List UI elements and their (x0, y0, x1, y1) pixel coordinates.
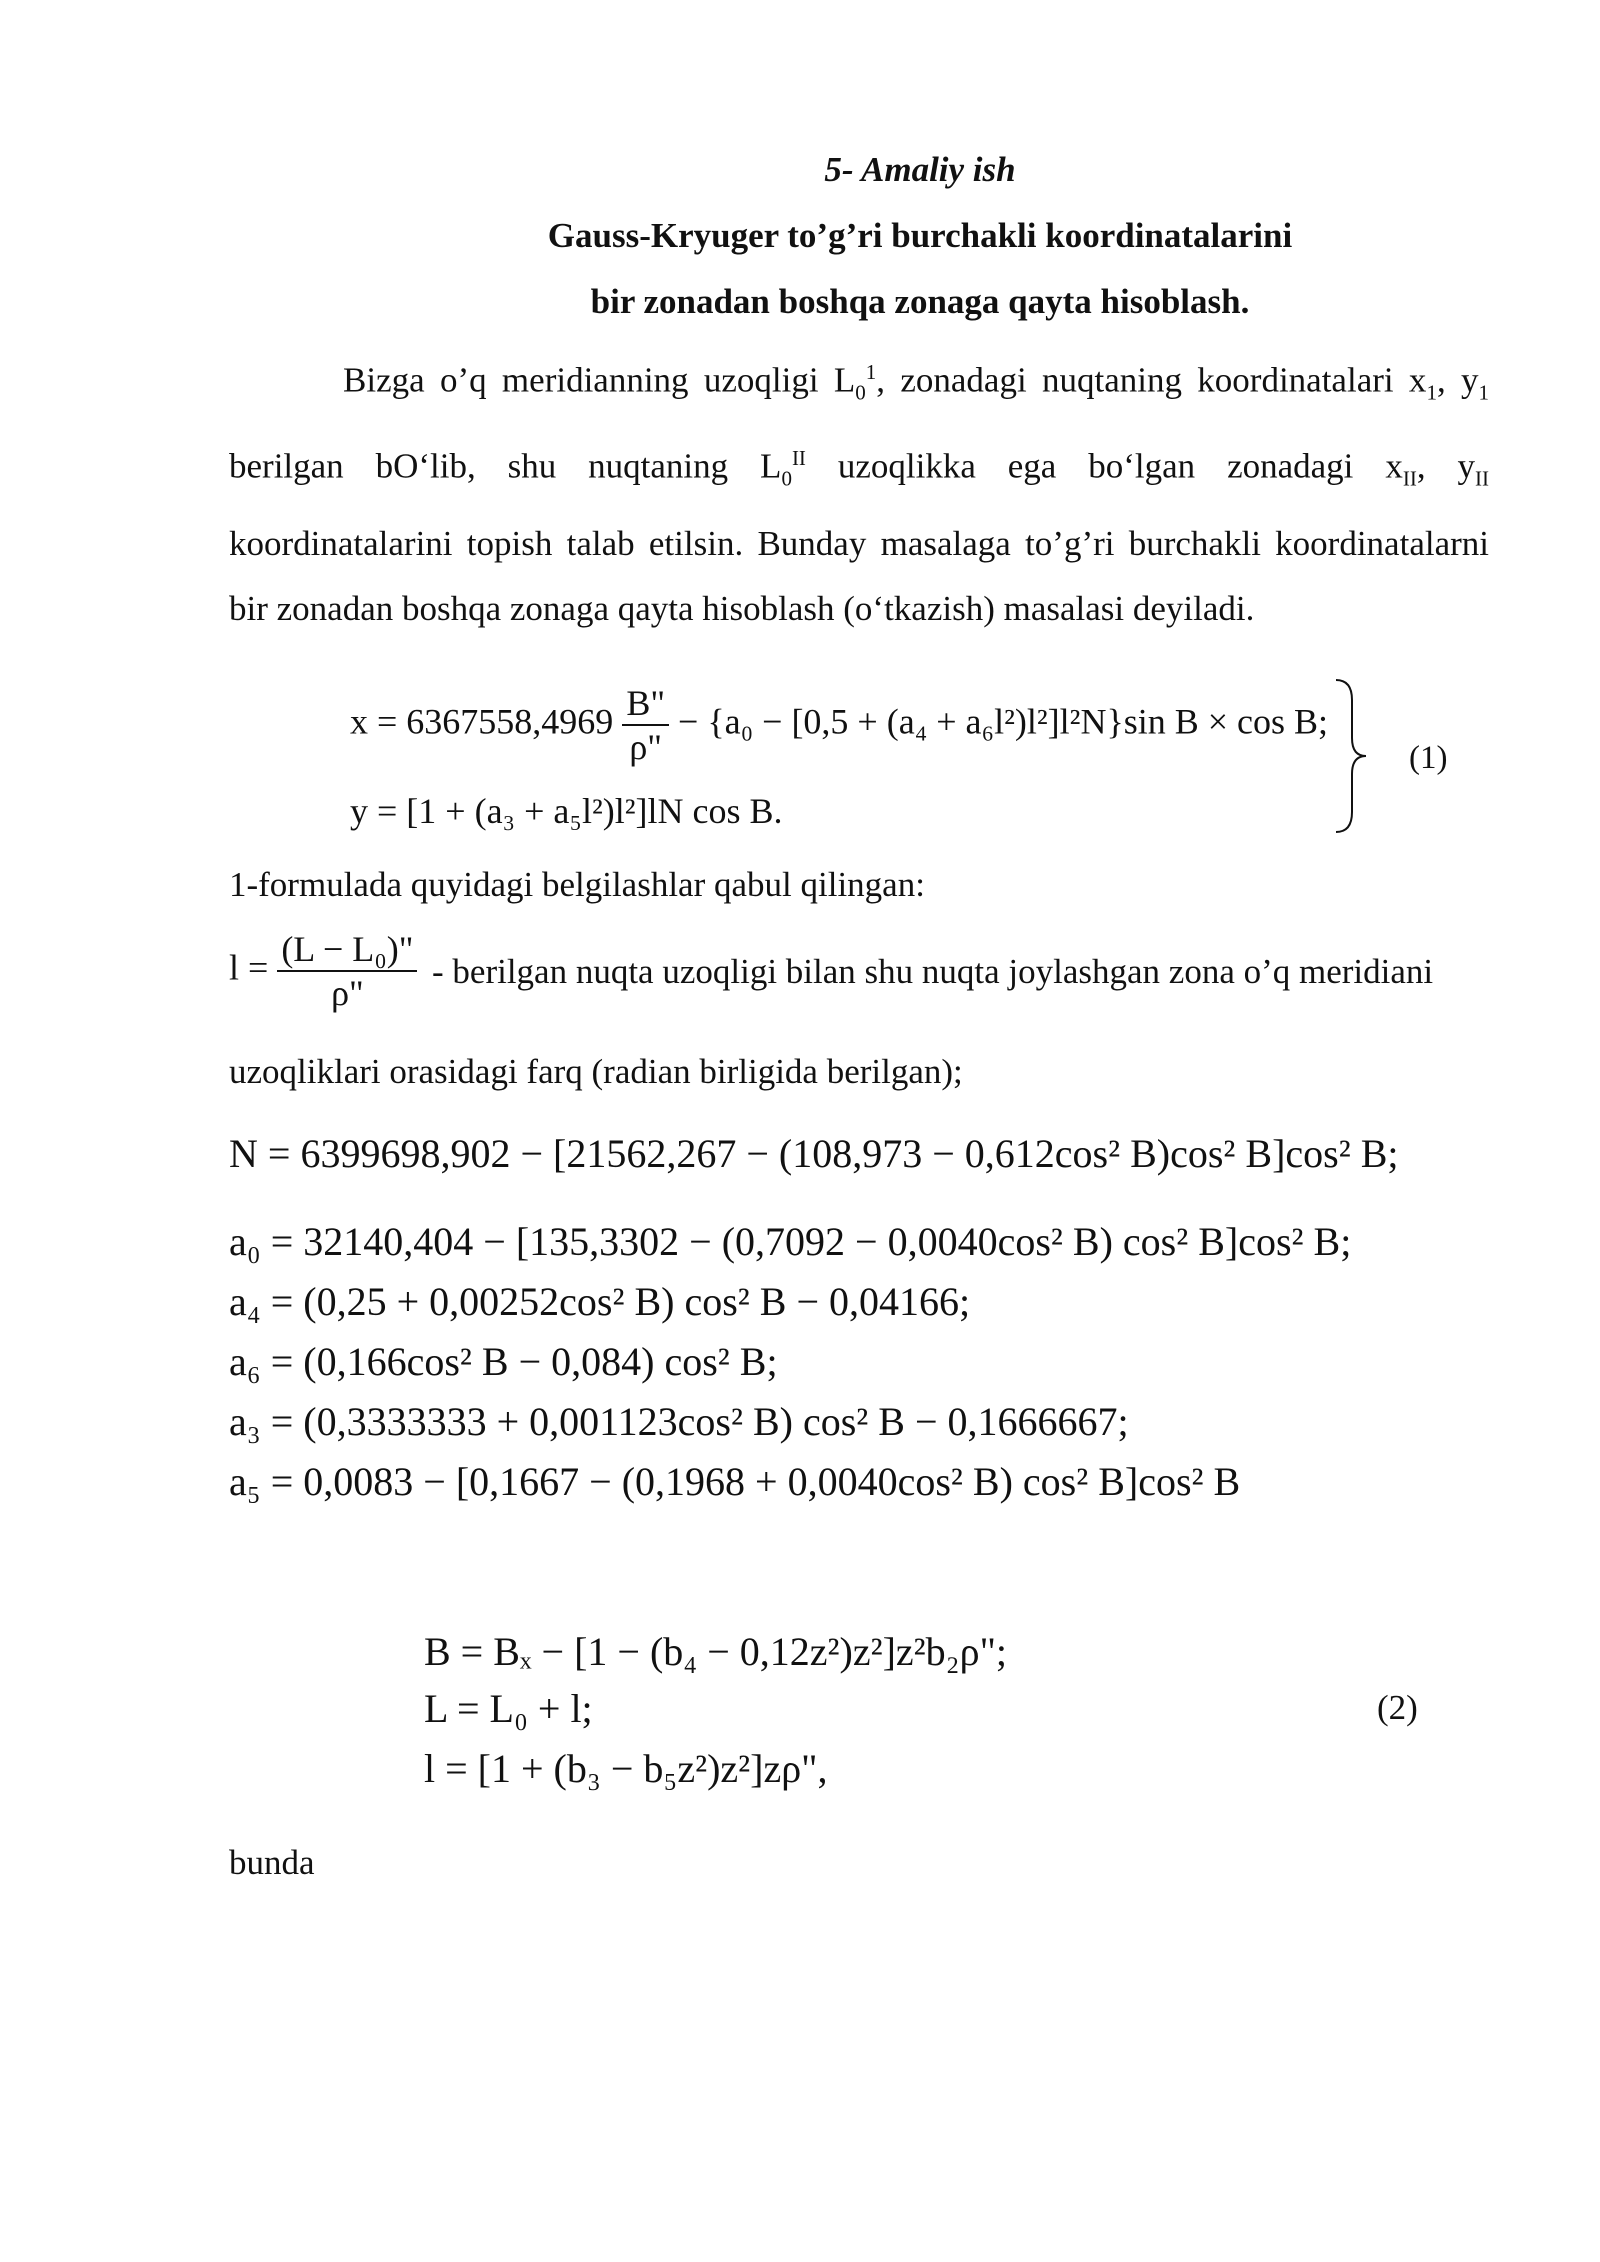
intro-text-5: uzoqlikka ega bo‘lgan zonadagi x (805, 446, 1403, 486)
coefficient-a0: a₀ = 32140,404 − [135,3302 − (0,7092 − 0,0040cos² B) cos² B]cos² B; (229, 1219, 1352, 1264)
coefficient-a6: a₆ = (0,166cos² B − 0,084) cos² B; (229, 1339, 778, 1384)
intro-text-2: , zonadagi nuqtaning koordinatalari x (876, 360, 1427, 400)
fraction-l (277, 928, 417, 1014)
l-definition-lhs: l = (229, 947, 269, 988)
coefficient-a5: a₅ = 0,0083 − [0,1667 − (0,1968 + 0,0040cos² B) cos² B]cos² B (229, 1459, 1241, 1504)
subscript: 1 (1426, 380, 1437, 405)
intro-text-6: , y (1416, 446, 1475, 486)
fraction-B-over-rho (622, 682, 669, 768)
formula-2-L: L = L₀ + l; (424, 1686, 593, 1731)
title-line-1: Gauss-Kryuger to’g’ri burchakli koordinatalarini (547, 216, 1293, 255)
l-description: - berilgan nuqta uzoqligi bilan shu nuqta joylashgan zona o’q meridiani (432, 952, 1434, 991)
right-brace-formula-1 (1330, 676, 1370, 836)
bunda-text: bunda (229, 1843, 315, 1882)
equation-number-2: (2) (1377, 1688, 1418, 1727)
subscript: II (1402, 466, 1417, 491)
title-line-2: bir zonadan boshqa zonaga qayta hisoblash. (590, 282, 1250, 321)
formula-1-y: y = [1 + (a₃ + a₅l²)l²]lN cos B. (350, 791, 783, 831)
intro-text-1: Bizga o’q meridianning uzoqligi L (343, 360, 856, 400)
formula-1-x (350, 682, 1328, 768)
subscript: II (1475, 466, 1489, 491)
coefficient-a4: a₄ = (0,25 + 0,00252cos² B) cos² B − 0,04166; (229, 1279, 971, 1324)
coefficient-N: N = 6399698,902 − [21562,267 − (108,973 − 0,612cos² B)cos² B]cos² B; (229, 1131, 1399, 1176)
notes-intro-line: 1-formulada quyidagi belgilashlar qabul qilingan: (229, 865, 925, 904)
intro-text-3: , y (1436, 360, 1479, 400)
l-description-continuation: uzoqliklari orasidagi farq (radian birligida berilgan); (229, 1052, 963, 1091)
coefficient-a3: a₃ = (0,3333333 + 0,001123cos² B) cos² B − 0,1666667; (229, 1399, 1129, 1444)
fraction-numerator: B" (622, 682, 669, 726)
superscript: II (791, 445, 806, 470)
equation-number-1: (1) (1409, 740, 1448, 776)
superscript: 1 (865, 360, 877, 384)
subscript: 0 (855, 380, 866, 405)
formula-2-B: B = Bₓ − [1 − (b₄ − 0,12z²)z²]z²b₂ρ"; (424, 1629, 1008, 1674)
intro-text-4: berilgan bO‘lib, shu nuqtaning L (229, 446, 782, 486)
subscript: 0 (781, 466, 792, 491)
formula-1-x-rhs: − {a₀ − [0,5 + (a₄ + a₆l²)l²]l²N}sin B × cos B; (678, 701, 1329, 742)
intro-text-7: koordinatalarini topish talab etilsin. Bunday masalaga to’g’ri burchakli koordinatalarni bir zonadan boshqa zonaga qayta hisoblash (o‘tkazish) masalasi deyiladi. (229, 524, 1489, 629)
fraction-denominator: ρ" (331, 973, 364, 1013)
intro-paragraph (229, 340, 1489, 641)
subscript: 1 (1478, 380, 1490, 405)
l-definition-formula (229, 928, 417, 1014)
formula-2-l: l = [1 + (b₃ − b₅z²)z²]zρ", (424, 1746, 828, 1791)
formula-1-x-lhs: x = 6367558,4969 (350, 701, 614, 742)
work-number-heading: 5- Amaliy ish (824, 150, 1016, 189)
fraction-denominator: ρ" (629, 727, 662, 767)
fraction-numerator: (L − L₀)" (277, 928, 417, 972)
